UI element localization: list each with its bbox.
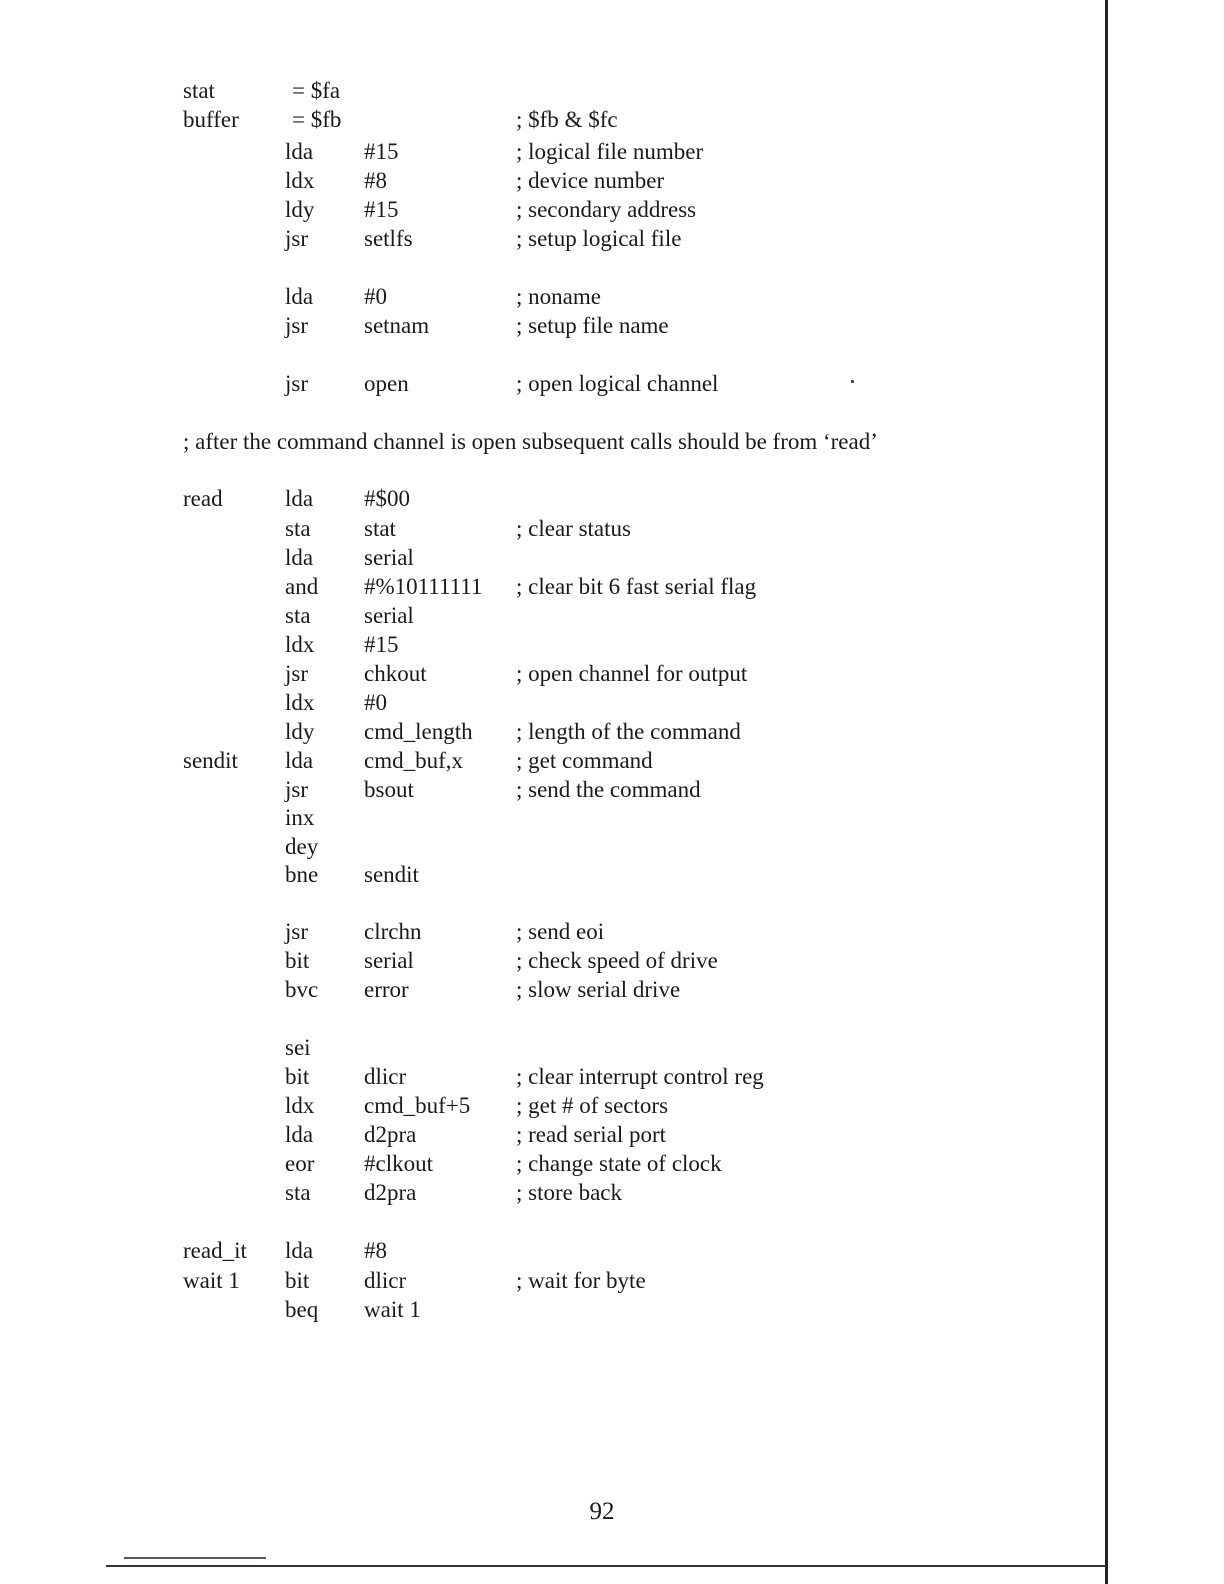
code-operand: #$00 [364, 486, 410, 511]
code-mnemonic: bit [285, 948, 310, 973]
code-operand: cmd_length [364, 719, 473, 744]
code-mnemonic: lda [285, 1238, 314, 1263]
code-assignment: = $fb [292, 107, 342, 132]
code-operand: #8 [364, 1238, 387, 1263]
code-mnemonic: bit [285, 1064, 310, 1089]
code-comment: ; get command [516, 748, 653, 773]
code-comment: ; setup logical file [516, 226, 682, 251]
code-operand: sendit [364, 862, 419, 887]
code-operand: #8 [364, 168, 387, 193]
code-mnemonic: lda [285, 139, 314, 164]
code-comment: ; open logical channel [516, 371, 719, 396]
code-mnemonic: and [285, 574, 319, 599]
page-number: 92 [589, 1498, 615, 1525]
code-operand: cmd_buf,x [364, 748, 464, 773]
code-comment: ; open channel for output [516, 661, 748, 686]
code-operand: d2pra [364, 1122, 417, 1147]
code-comment: ; read serial port [516, 1122, 667, 1147]
code-operand: #15 [364, 197, 399, 222]
code-comment: ; clear bit 6 fast serial flag [516, 574, 757, 599]
code-operand: #0 [364, 284, 387, 309]
code-operand: setnam [364, 313, 430, 338]
code-comment: ; clear status [516, 516, 631, 541]
code-label: sendit [183, 748, 238, 773]
code-operand: #0 [364, 690, 387, 715]
comment-note: ; after the command channel is open subsequent calls should be from ‘read’ [183, 429, 878, 454]
code-label: stat [183, 78, 215, 103]
code-comment: ; get # of sectors [516, 1093, 669, 1118]
code-comment: ; noname [516, 284, 601, 309]
code-operand: clrchn [364, 919, 422, 944]
code-operand: #clkout [364, 1151, 433, 1176]
code-label: wait 1 [183, 1268, 240, 1293]
code-mnemonic: jsr [285, 777, 308, 802]
code-mnemonic: ldy [285, 197, 315, 222]
code-comment: ; change state of clock [516, 1151, 722, 1176]
code-operand: error [364, 977, 409, 1002]
code-mnemonic: ldx [285, 690, 315, 715]
code-operand: #15 [364, 632, 399, 657]
code-operand: setlfs [364, 226, 413, 251]
code-mnemonic: ldy [285, 719, 315, 744]
code-comment: ; send the command [516, 777, 701, 802]
code-comment: ; send eoi [516, 919, 605, 944]
scan-edge-rule [1105, 0, 1108, 1584]
code-mnemonic: lda [285, 545, 314, 570]
code-mnemonic: jsr [285, 313, 308, 338]
code-mnemonic: sta [285, 1180, 311, 1205]
code-mnemonic: ldx [285, 168, 315, 193]
code-mnemonic: jsr [285, 226, 308, 251]
code-mnemonic: beq [285, 1297, 319, 1322]
code-operand: #15 [364, 139, 399, 164]
bottom-tick [124, 1557, 266, 1559]
code-label: read_it [183, 1238, 247, 1263]
code-operand: bsout [364, 777, 414, 802]
code-operand: cmd_buf+5 [364, 1093, 471, 1118]
code-operand: serial [364, 948, 414, 973]
code-mnemonic: lda [285, 486, 314, 511]
code-comment: ; setup file name [516, 313, 669, 338]
code-comment: ; wait for byte [516, 1268, 646, 1293]
code-mnemonic: jsr [285, 919, 308, 944]
code-operand: serial [364, 603, 414, 628]
code-operand: d2pra [364, 1180, 417, 1205]
code-mnemonic: sei [285, 1035, 311, 1060]
code-operand: stat [364, 516, 396, 541]
code-comment: ; slow serial drive [516, 977, 681, 1002]
code-label: buffer [183, 107, 239, 132]
code-comment: ; device number [516, 168, 665, 193]
code-comment: ; length of the command [516, 719, 741, 744]
code-operand: #%10111111 [364, 574, 483, 599]
code-mnemonic: eor [285, 1151, 315, 1176]
code-assignment: = $fa [292, 78, 341, 103]
code-mnemonic: ldx [285, 1093, 315, 1118]
code-mnemonic: jsr [285, 371, 308, 396]
code-mnemonic: bit [285, 1268, 310, 1293]
code-comment: ; clear interrupt control reg [516, 1064, 764, 1089]
code-mnemonic: ldx [285, 632, 315, 657]
code-operand: dlicr [364, 1064, 407, 1089]
code-mnemonic: sta [285, 603, 311, 628]
code-comment: ; logical file number [516, 139, 704, 164]
code-mnemonic: dey [285, 834, 319, 859]
code-mnemonic: bvc [285, 977, 319, 1002]
code-operand: open [364, 371, 409, 396]
code-mnemonic: jsr [285, 661, 308, 686]
code-comment: ; store back [516, 1180, 623, 1205]
code-comment: ; $fb & $fc [516, 107, 618, 132]
code-mnemonic: lda [285, 284, 314, 309]
code-operand: dlicr [364, 1268, 407, 1293]
code-operand: chkout [364, 661, 427, 686]
code-label: read [183, 486, 223, 511]
bottom-rule [106, 1565, 1106, 1567]
code-mnemonic: inx [285, 805, 315, 830]
code-comment: ; check speed of drive [516, 948, 718, 973]
scan-speck [851, 380, 854, 383]
code-mnemonic: sta [285, 516, 311, 541]
code-operand: serial [364, 545, 414, 570]
code-comment: ; secondary address [516, 197, 697, 222]
code-mnemonic: lda [285, 748, 314, 773]
code-mnemonic: bne [285, 862, 319, 887]
code-mnemonic: lda [285, 1122, 314, 1147]
code-operand: wait 1 [364, 1297, 421, 1322]
